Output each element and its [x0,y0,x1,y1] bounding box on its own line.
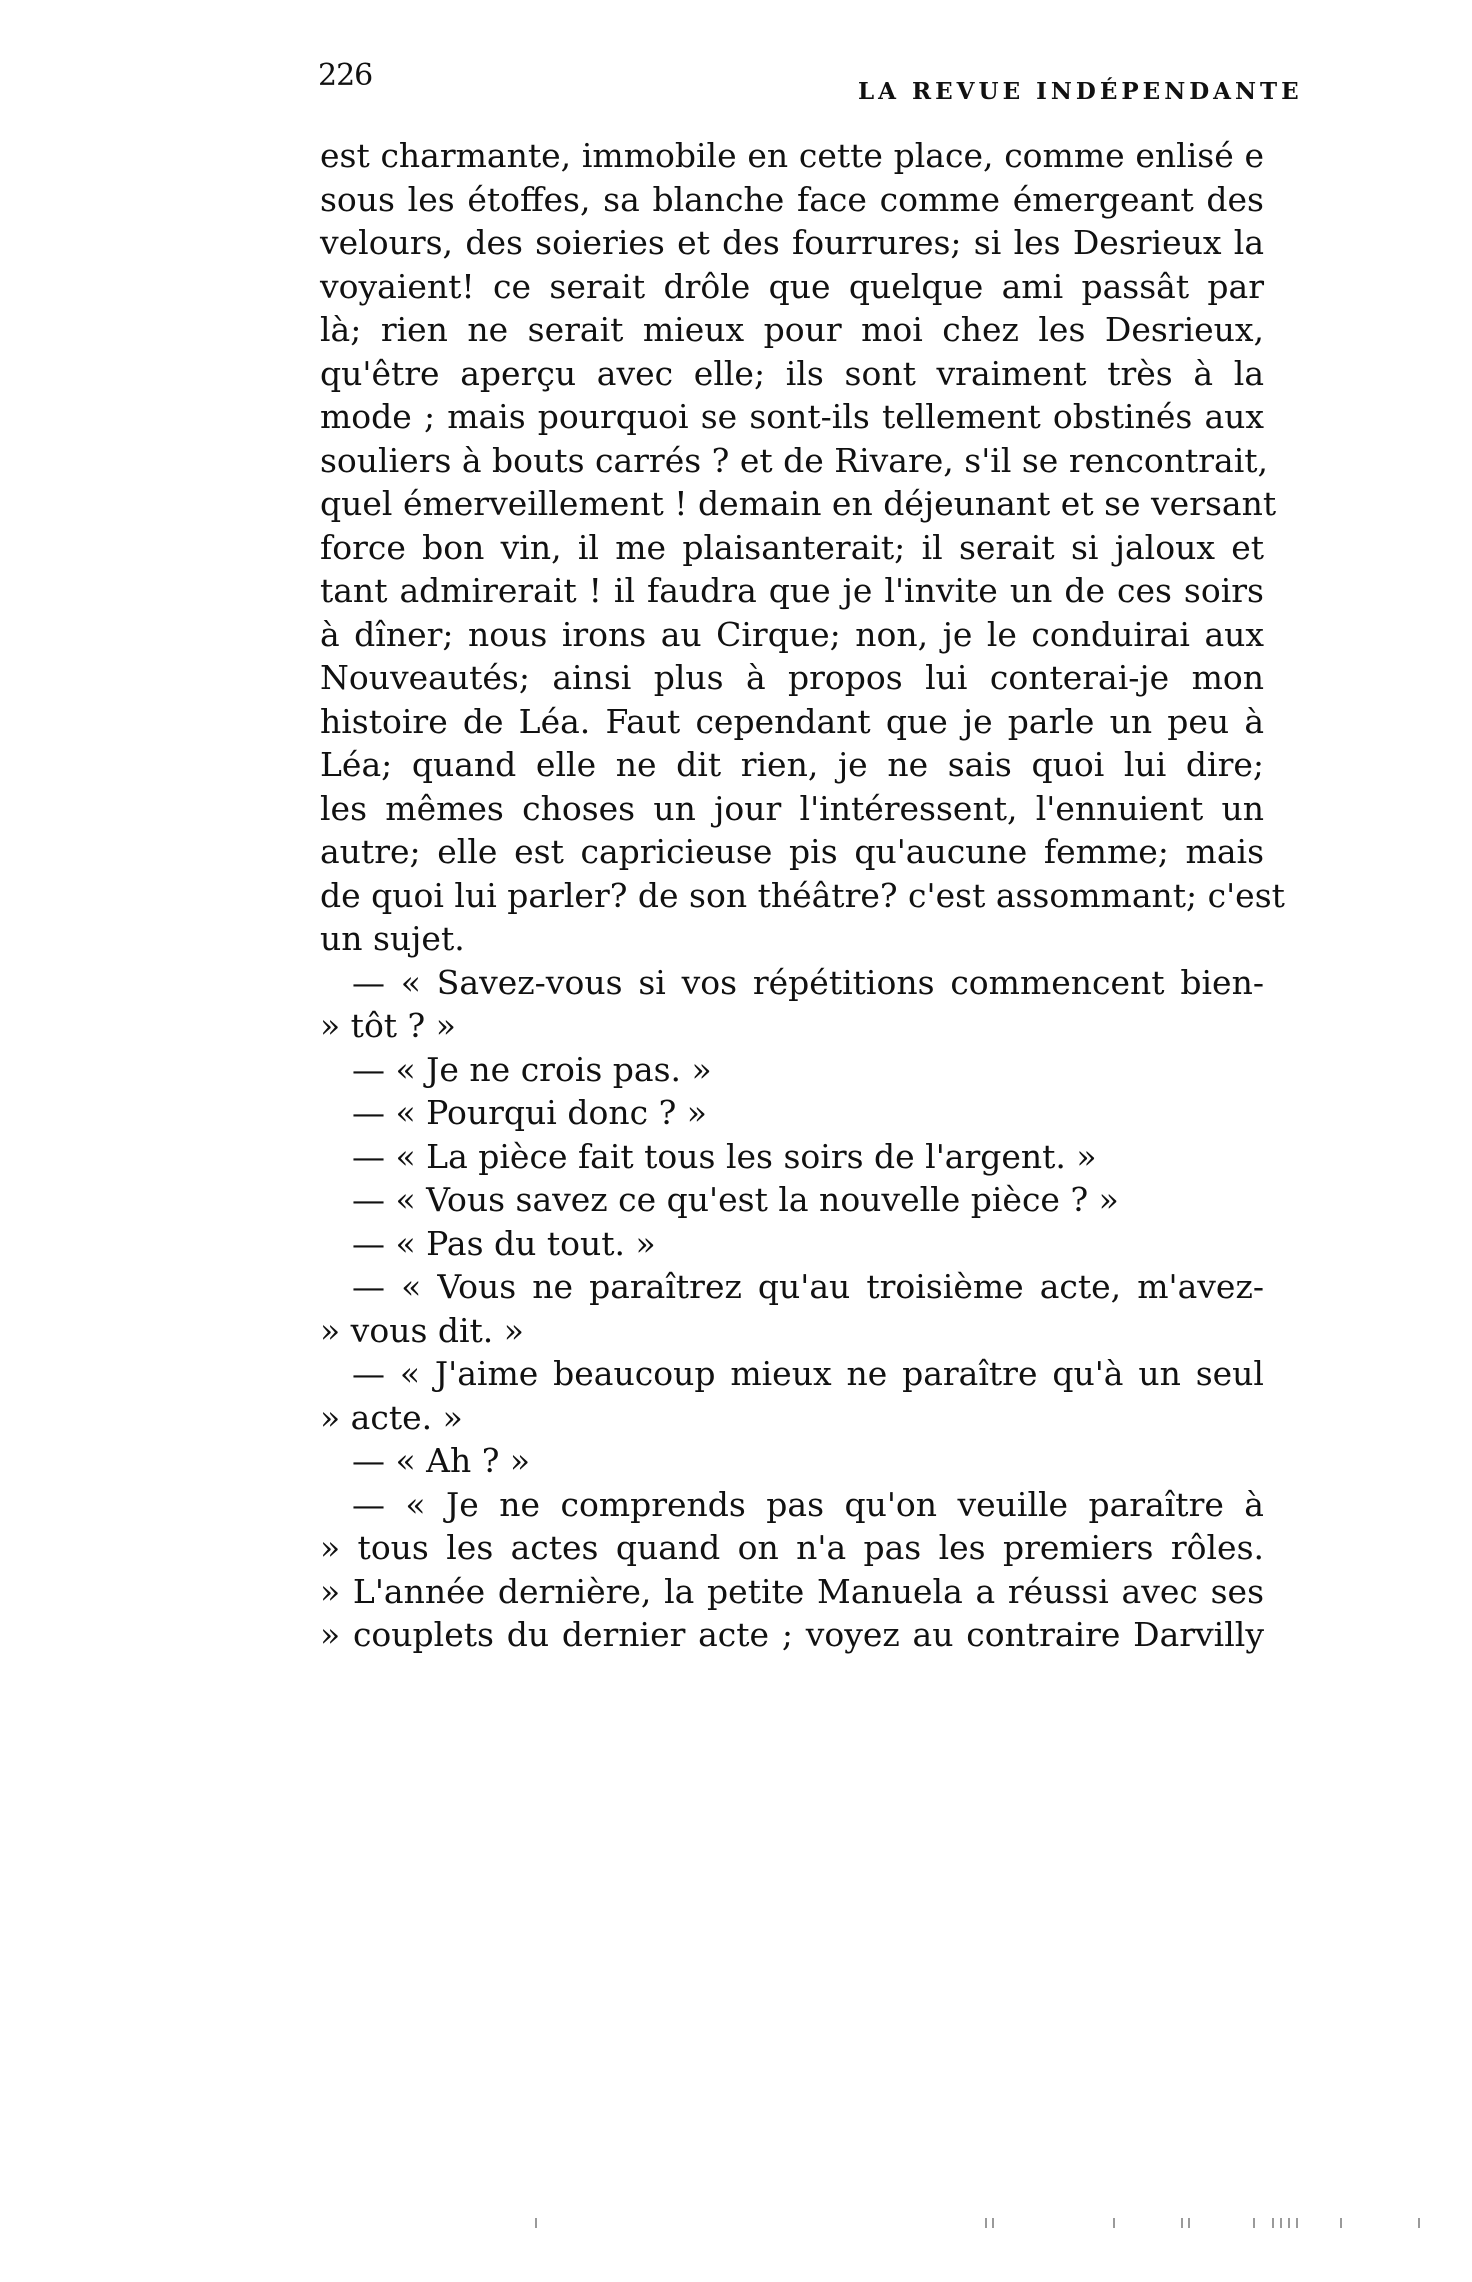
scan-mark [535,2218,537,2228]
dialogue-line: — « La pièce fait tous les soirs de l'argent. » [352,1136,1097,1176]
scan-mark [992,2218,994,2228]
text-line: Léa; quand elle ne dit rien, je ne sais quoi lui dire; [320,745,1264,784]
dialogue-line: — « Pourqui donc ? » [352,1093,707,1132]
scan-mark [1340,2218,1342,2228]
text-line: les mêmes choses un jour l'intéressent, l'ennuient un [320,788,1264,828]
running-title: LA REVUE INDÉPENDANTE [858,78,1303,105]
text-line: force bon vin, il me plaisanterait; il serait si jaloux et [320,527,1264,567]
dialogue-line: — « Je ne crois pas. » [352,1049,712,1089]
text-line: là; rien ne serait mieux pour moi chez les Desrieux, [320,310,1264,349]
dialogue-line: — « Vous savez ce qu'est la nouvelle pièce ? » [352,1180,1119,1219]
dialogue-line: — « Vous ne paraîtrez qu'au troisième acte, m'avez- [352,1267,1264,1306]
text-line: mode ; mais pourquoi se sont-ils tellement obstinés aux [320,397,1264,436]
text-line: est charmante, immobile en cette place, comme enlisé e [320,136,1264,175]
dialogue-line: » L'année dernière, la petite Manuela a réussi avec ses [320,1571,1264,1611]
text-line: à dîner; nous irons au Cirque; non, je le conduirai aux [320,614,1264,654]
text-line: velours, des soieries et des fourrures; si les Desrieux la [320,223,1264,262]
text-line: quel émerveillement ! demain en déjeunant et se versant [320,484,1277,523]
scan-mark [1113,2218,1115,2228]
scan-mark [1253,2218,1255,2228]
text-line: tant admirerait ! il faudra que je l'invite un de ces soirs [320,571,1264,610]
text-line: histoire de Léa. Faut cependant que je parle un peu à [320,701,1264,741]
page-number: 226 [318,58,373,93]
dialogue-line: » tous les actes quand on n'a pas les premiers rôles. [320,1528,1264,1567]
text-line: voyaient! ce serait drôle que quelque ami passât par [320,266,1264,306]
scan-mark [1418,2218,1420,2228]
text-line: autre; elle est capricieuse pis qu'aucune femme; mais [320,832,1264,871]
text-line: souliers à bouts carrés ? et de Rivare, s'il se rencontrait, [320,440,1268,480]
scan-mark [1280,2218,1282,2228]
dialogue-line: » tôt ? » [320,1006,456,1045]
text-line: Nouveautés; ainsi plus à propos lui conterai-je mon [320,658,1264,697]
scan-mark [1272,2218,1274,2228]
scan-mark [1296,2218,1298,2228]
scan-mark [1288,2218,1290,2228]
dialogue-line: — « Je ne comprends pas qu'on veuille paraître à [352,1484,1264,1524]
dialogue-line: » acte. » [320,1397,463,1437]
scan-mark [1181,2218,1183,2228]
body-text [320,134,1285,1657]
dialogue-line: » couplets du dernier acte ; voyez au contraire Darvilly [320,1615,1264,1654]
text-line: un sujet. [320,919,465,958]
dialogue-line: — « Savez-vous si vos répétitions commencent bien- [352,962,1264,1002]
dialogue-line: — « Pas du tout. » [352,1223,656,1263]
text-line: qu'être aperçu avec elle; ils sont vraiment très à la [320,353,1264,393]
scan-mark [985,2218,987,2228]
scan-artifact-marks [0,2208,1472,2238]
text-line: de quoi lui parler? de son théâtre? c'est assommant; c'est [320,875,1285,915]
dialogue-line: — « Ah ? » [352,1441,531,1480]
scan-mark [1188,2218,1190,2228]
text-line: sous les étoffes, sa blanche face comme émergeant des [320,179,1264,219]
dialogue-line: » vous dit. » [320,1310,524,1350]
dialogue-line: — « J'aime beaucoup mieux ne paraître qu'à un seul [352,1354,1264,1393]
